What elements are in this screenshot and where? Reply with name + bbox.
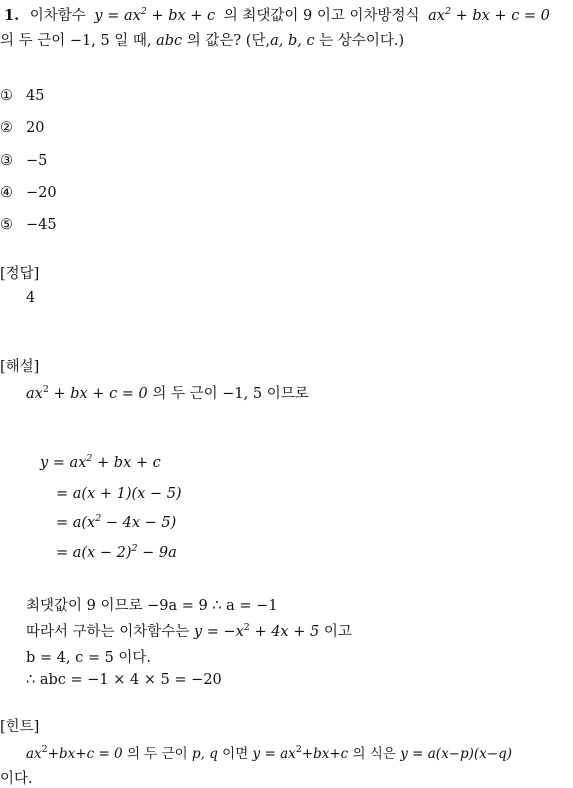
choice-value: 20: [26, 120, 45, 136]
problem-line-1: [4, 4, 550, 25]
explanation-eq-4: = $a(x - 2)^2 - 9a$: [56, 543, 177, 561]
choice-value: 45: [26, 88, 45, 104]
problem-equation: $y = ax^2$ + bx + c: [94, 6, 216, 24]
choice-1[interactable]: [0, 88, 44, 104]
hint-label: [힌트]: [0, 719, 40, 735]
choice-3[interactable]: [0, 153, 47, 169]
choice-mark: ①: [0, 88, 13, 104]
explanation-line-7: b = 4, c = 5 이다.: [26, 650, 152, 666]
explanation-eq-1: $y = ax^2$ + bx + c: [40, 453, 161, 471]
explanation-eq-3: = $a(x^2 - 4x - 5)$: [56, 513, 177, 531]
problem-text-3: 의 값은? (단,: [182, 33, 271, 49]
explanation-line-5: 최댓값이 9 이므로 −9a = 9 ∴ a = −1: [26, 598, 278, 614]
hint-line-2: 이다.: [0, 771, 33, 787]
choice-value: −20: [26, 185, 57, 201]
problem-line-2: [0, 29, 404, 50]
problem-text-4: 는 상수이다.): [314, 33, 405, 49]
explanation-line-6: 따라서 구하는 이차함수는 $y = -x^2 + 4x + 5$ 이고: [26, 622, 352, 640]
choice-mark: ③: [0, 153, 13, 169]
problem-number: 1.: [4, 7, 20, 24]
choice-value: −45: [26, 217, 57, 233]
problem-vars: a, b, c: [270, 33, 315, 49]
problem-abc: abc: [156, 33, 183, 49]
choice-value: −5: [26, 153, 48, 169]
choice-mark: ⑤: [0, 217, 13, 233]
problem-text-mid: 의 최댓값이 9 이고 이차방정식: [223, 8, 420, 24]
choice-mark: ②: [0, 120, 13, 136]
explanation-eq-2: = a(x + 1)(x − 5): [56, 486, 182, 502]
problem-equation-2: $ax^2$ + bx + c = 0: [428, 6, 550, 24]
answer-label: [정답]: [0, 266, 40, 282]
problem-text-2: 의 두 근이 −1, 5 일 때,: [0, 33, 157, 49]
choice-2[interactable]: [0, 120, 44, 136]
problem-text: 이차함수: [29, 8, 86, 24]
answer-value: 4: [26, 290, 36, 306]
explanation-label: [해설]: [0, 359, 40, 375]
choice-4[interactable]: [0, 185, 57, 201]
choice-5[interactable]: [0, 217, 57, 233]
explanation-intro: $ax^2$ + bx + c = 0 의 두 근이 −1, 5 이므로: [26, 384, 309, 402]
choice-mark: ④: [0, 185, 13, 201]
hint-line-1: $ax^2+bx+c = 0$ 의 두 근이 p, q 이면 $y = ax^2+bx+c$ 의 식은 y = a(x−p)(x−q): [26, 744, 513, 762]
explanation-line-8: ∴ abc = −1 × 4 × 5 = −20: [26, 672, 222, 688]
